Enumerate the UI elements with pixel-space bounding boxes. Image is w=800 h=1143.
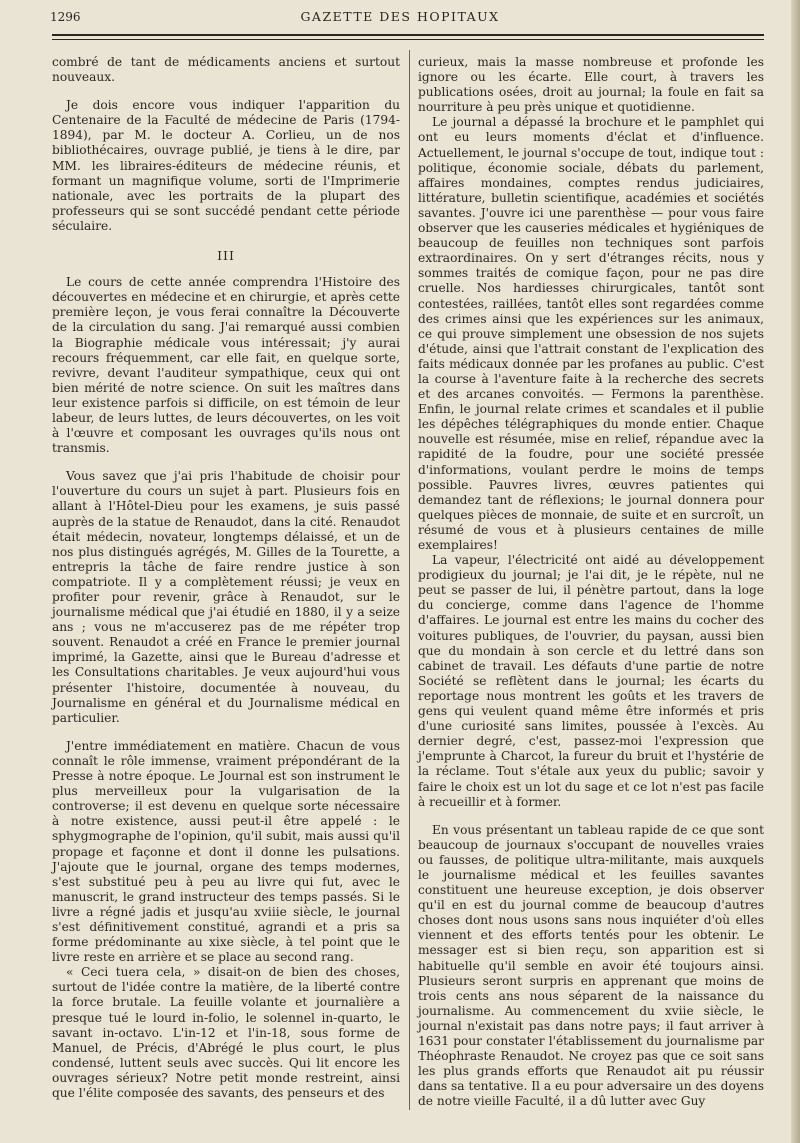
section-heading: III bbox=[217, 248, 235, 264]
header-rule-thick bbox=[52, 34, 764, 36]
header-rule-thin bbox=[52, 39, 764, 40]
page-number: 1296 bbox=[50, 10, 81, 24]
left-column bbox=[52, 55, 400, 1101]
column-divider bbox=[409, 50, 410, 1110]
page-edge-shadow bbox=[791, 0, 800, 1143]
paragraph: Je dois encore vous indiquer l'apparition du Centenaire de la Faculté de médecine de Paris (1794-1894), par M. le docteur A. Corlieu, un de nos bibliothécaires, ouvrage publié, je tiens à le dire, par MM. les libraires-éditeurs de médecine réunis, et formant un magnifique volume, sorti de l'Imprimerie nationale, avec les portraits de la plupart des professeurs qui se sont succédé pendant cette période séculaire. bbox=[52, 98, 400, 233]
paragraph: curieux, mais la masse nombreuse et profonde les ignore ou les écarte. Elle court, à travers les publications osées, droit au journal; la foule en fait sa nourriture à peu près unique et quotidienne. bbox=[418, 55, 764, 115]
running-title: GAZETTE DES HOPITAUX bbox=[300, 9, 500, 24]
paragraph: Le cours de cette année comprendra l'Histoire des découvertes en médecine et en chirurgie, et après cette première leçon, je vous ferai connaître la Découverte de la circulation du sang. J'ai remarqué aussi combien la Biographie médicale vous intéressait; j'y aurai recours fréquemment, car elle fait, en quelque sorte, revivre, devant l'auditeur sympathique, ceux qui ont bien mérité de notre science. On suit les maîtres dans leur existence parfois si difficile, on est témoin de leur labeur, de leurs luttes, de leurs découvertes, on les voit à l'œuvre et composant les ouvrages qu'ils nous ont transmis. bbox=[52, 275, 400, 456]
paragraph: J'entre immédiatement en matière. Chacun de vous connaît le rôle immense, vraiment prépondérant de la Presse à notre époque. Le Journal est son instrument le plus merveilleux pour la vulgarisation de la controverse; il est devenu en quelque sorte nécessaire à notre existence, aussi peut-il être appelé : le sphygmographe de l'opinion, qu'il subit, mais aussi qu'il propage et façonne et dont il donne les pulsations. J'ajoute que le journal, organe des temps modernes, s'est substitué peu à peu au livre qui fut, avec le manuscrit, le grand instructeur des temps passés. Si le livre a régné jadis et jusqu'au xviiie siècle, le journal s'est définitivement constitué, agrandi et a pris sa forme prédominante au xixe siècle, à tel point que le livre reste en arrière et se place au second rang. bbox=[52, 738, 400, 965]
paragraph: Le journal a dépassé la brochure et le pamphlet qui ont eu leurs moments d'éclat et d'influence. Actuellement, le journal s'occupe de tout, indique tout : politique, économie sociale, débats du parlement, affaires mondaines, comptes rendus judiciaires, littérature, bulletin scientifique, académies et sociétés savantes. J'ouvre ici une parenthèse — pour vous faire observer que les causeries médicales et hygiéniques de beaucoup de feuilles non techniques sont parfois extraordinaires. On y sert d'étranges récits, nous y sommes traités de comique façon, pour ne pas dire cruelle. Nos hardiesses chirurgicales, tantôt sont contestées, raillées, tantôt elles sont regardées comme des crimes ainsi que les expériences sur les animaux, ce qui prouve simplement une obsession de nos sujets d'étude, ainsi que l'attrait constant de l'explication des faits médicaux donnée par les profanes au public. C'est la course à l'aventure faite à la recherche des secrets et des arcanes convoités. — Fermons la parenthèse. Enfin, le journal relate crimes et scandales et il publie les dépêches télégraphiques du monde entier. Chaque nouvelle est résumée, mise en relief, répandue avec la rapidité de la foudre, pour une société pressée d'informations, voulant perdre le moins de temps possible. Pauvres livres, œuvres patientes qui demandez tant de réflexions; le journal donnera pour quelques pièces de monnaie, de suite et en surcroît, un résumé de vous et à plusieurs centaines de mille exemplaires! bbox=[418, 115, 764, 552]
paragraph: La vapeur, l'électricité ont aidé au développement prodigieux du journal; je l'ai dit, je le répète, nul ne peut se passer de lui, il pénètre partout, dans la loge du concierge, comme dans l'agence de l'homme d'affaires. Le journal est entre les mains du cocher des voitures publiques, de l'ouvrier, du paysan, aussi bien que du mondain à son cercle et du lettré dans son cabinet de travail. Les défauts d'une partie de notre Société se reflètent dans le journal; les écarts du reportage nous montrent les goûts et les travers de gens qui veulent quand même être informés et pris d'une curiosité sans limites, poussée à l'excès. Au dernier degré, c'est, passez-moi l'expression que j'emprunte à Charcot, la fureur du bruit et l'hystérie de la réclame. Tout s'étale aux yeux du public; savoir y faire le choix est un lot du sage et ce lot n'est pas facile à recueillir et à former. bbox=[418, 553, 764, 809]
paragraph: En vous présentant un tableau rapide de ce que sont beaucoup de journaux s'occupant de nouvelles vraies ou fausses, de politique ultra-militante, mais auxquels le journalisme médical et les feuilles savantes constituent une heureuse exception, je dois observer qu'il en est du journal comme de beaucoup d'autres choses dont nous usons sans nous inquiéter d'où elles viennent et des efforts tentés pour les obtenir. Le messager est si bien reçu, son apparition est si habituelle qu'il semble en avoir été toujours ainsi. Plusieurs seront surpris en apprenant que moins de trois cents ans nous séparent de la naissance du journalisme. Au commencement du xviie siècle, le journal n'existait pas dans notre pays; il faut arriver à 1631 pour constater l'établissement du journalisme par Théophraste Renaudot. Ne croyez pas que ce soit sans les plus grands efforts que Renaudot ait pu réussir dans sa tentative. Il a eu pour adversaire un des doyens de notre vieille Faculté, il a dû lutter avec Guy bbox=[418, 822, 764, 1109]
paragraph: Vous savez que j'ai pris l'habitude de choisir pour l'ouverture du cours un sujet à part. Plusieurs fois en allant à l'Hôtel-Dieu pour les examens, je suis passé auprès de la statue de Renaudot, dans la cité. Renaudot était médecin, novateur, longtemps délaissé, et un de nos plus distingués agrégés, M. Gilles de la Tourette, a entrepris la tâche de faire rendre justice à son compatriote. Il y a complètement réussi; je veux en profiter pour revenir, grâce à Renaudot, sur le journalisme médical que j'ai étudié en 1880, il y a seize ans ; vous ne m'accuserez pas de me répéter trop souvent. Renaudot a créé en France le premier journal imprimé, la Gazette, ainsi que le Bureau d'adresse et les Consultations charitables. Je veux aujourd'hui vous présenter l'histoire, documentée à nouveau, du Journalisme en général et du Journalisme médical en particulier. bbox=[52, 469, 400, 725]
right-column bbox=[418, 55, 764, 1109]
paragraph: « Ceci tuera cela, » disait-on de bien des choses, surtout de l'idée contre la matière, de la liberté contre la force brutale. La feuille volante et journalière a presque tué le lourd in-folio, le solennel in-quarto, le savant in-octavo. L'in-12 et l'in-18, sous forme de Manuel, de Précis, d'Abrégé le plus court, le plus condensé, luttent seuls avec succès. Qui lit encore les ouvrages sérieux? Notre petit monde restreint, ainsi que l'élite composée des savants, des penseurs et des bbox=[52, 965, 400, 1100]
paragraph: combré de tant de médicaments anciens et surtout nouveaux. bbox=[52, 55, 400, 85]
